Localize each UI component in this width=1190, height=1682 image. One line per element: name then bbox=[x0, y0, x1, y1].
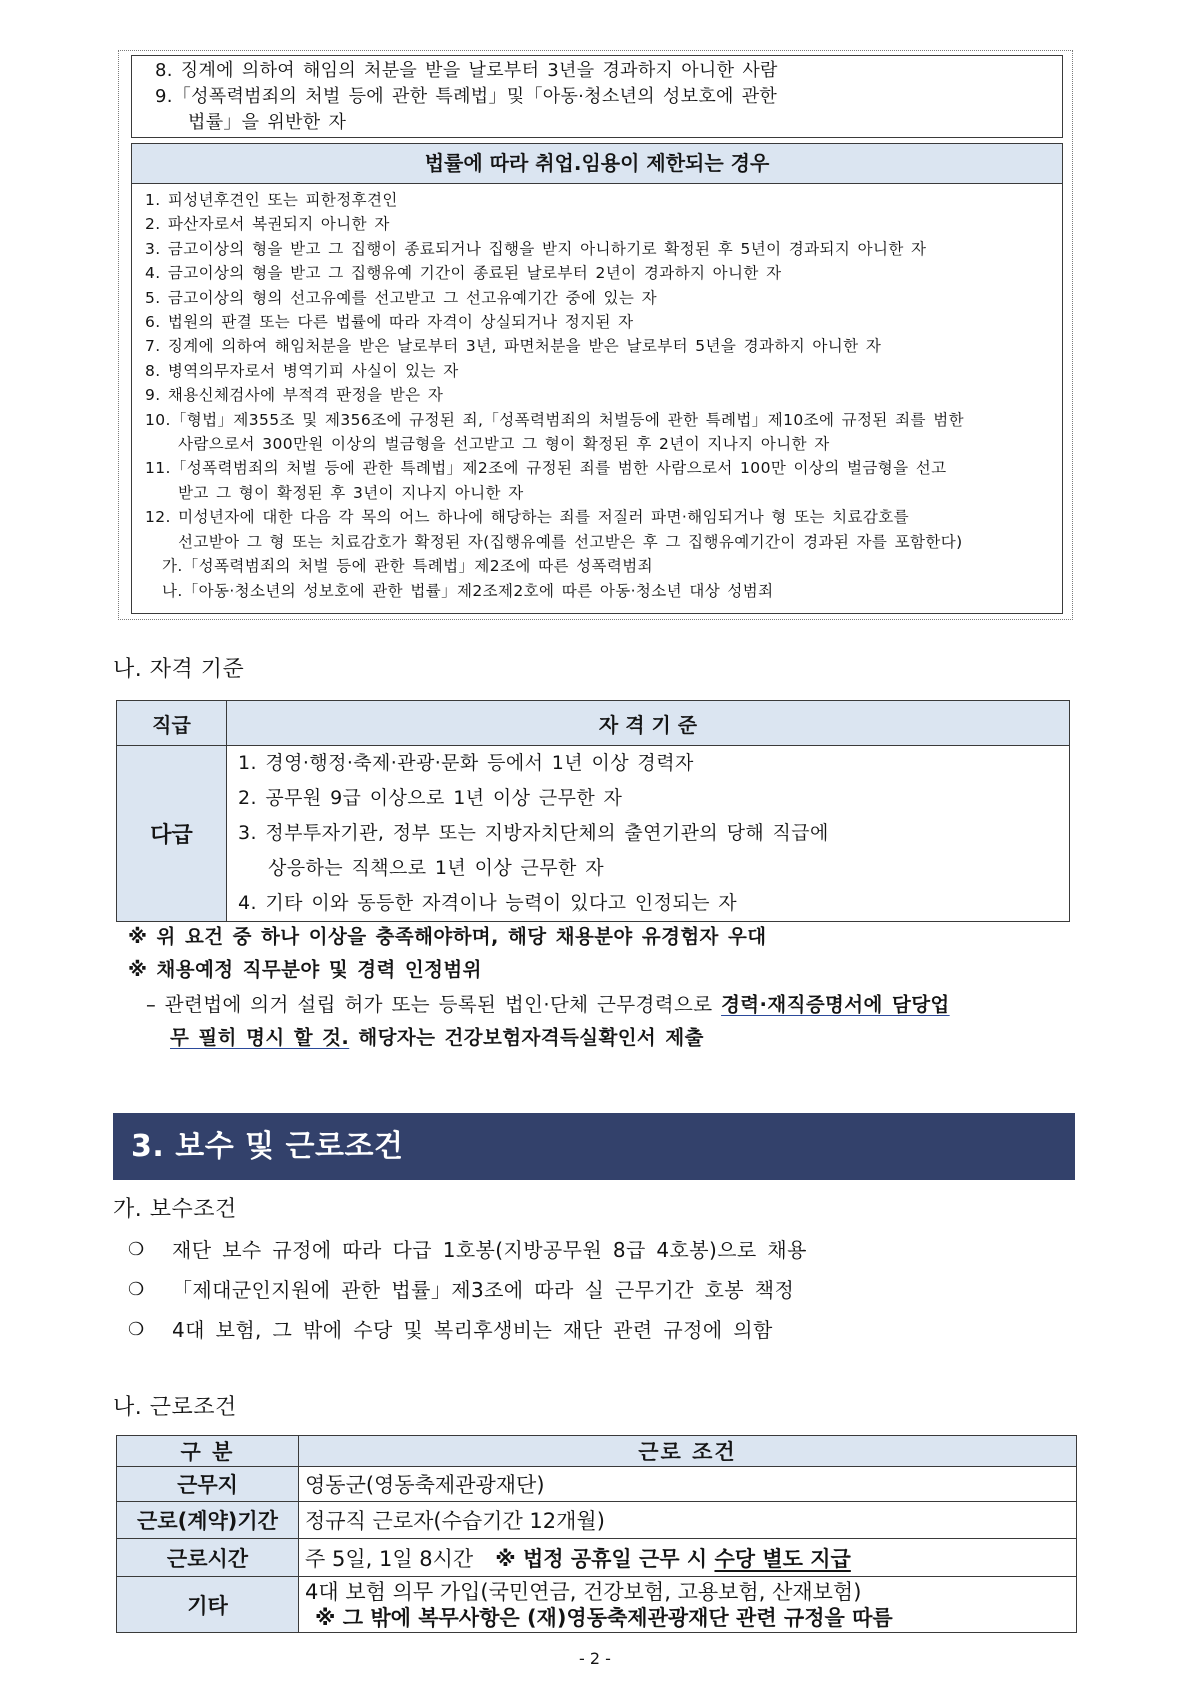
table-row bbox=[117, 746, 1070, 922]
row-value: 영동군(영동축제관광재단) bbox=[299, 1467, 1077, 1502]
career-detail-line-1 bbox=[146, 990, 950, 1020]
criteria-item: 3. 정부투자기관, 정부 또는 지방자치단체의 출연기관의 당해 직급에 bbox=[238, 822, 829, 844]
list-item-continuation: 선고받아 그 형 또는 치료감호가 확정된 자(집행유예를 선고받은 후 그 집행유예기간이 경과된 자를 포함한다) bbox=[178, 532, 963, 551]
career-detail-line-2 bbox=[170, 1023, 704, 1053]
list-item-continuation: 받고 그 형이 확정된 후 3년이 지나지 아니한 자 bbox=[178, 483, 524, 502]
restriction-section-frame bbox=[118, 50, 1073, 620]
category-column-header: 구 분 bbox=[117, 1436, 299, 1467]
circle-bullet-icon: ❍ bbox=[128, 1279, 145, 1300]
career-scope-note: ※ 채용예정 직무분야 및 경력 인정범위 bbox=[128, 958, 482, 981]
row-label: 기타 bbox=[117, 1577, 299, 1633]
pay-item bbox=[128, 1275, 1068, 1305]
pay-heading: 가. 보수조건 bbox=[113, 1197, 237, 1222]
requirement-note: ※ 위 요건 중 하나 이상을 충족해야하며, 해당 채용분야 유경험자 우대 bbox=[128, 925, 767, 948]
holiday-allowance-emphasis: 수당 별도 지급 bbox=[714, 1546, 851, 1571]
sub-list-item: 가.「성폭력범죄의 처벌 등에 관한 특례법」제2조에 따른 성폭력범죄 bbox=[162, 557, 654, 576]
career-detail-text: – 관련법에 의거 설립 허가 또는 등록된 법인·단체 근무경력으로 bbox=[146, 993, 722, 1016]
list-item: 3. 금고이상의 형을 받고 그 집행이 종료되거나 집행을 받지 아니하기로 확정된 후 5년이 경과되지 아니한 자 bbox=[145, 239, 927, 258]
holiday-note-text: ※ 법정 공휴일 근무 시 bbox=[495, 1546, 715, 1571]
table-row bbox=[117, 1577, 1077, 1633]
criteria-item: 1. 경영·행정·축제·관광·문화 등에서 1년 이상 경력자 bbox=[238, 752, 694, 774]
list-item-continuation: 사람으로서 300만원 이상의 벌금형을 선고받고 그 형이 확정된 후 2년이 지나지 아니한 자 bbox=[178, 435, 830, 454]
qualification-table bbox=[116, 700, 1070, 922]
row-value bbox=[299, 1577, 1077, 1633]
table-row bbox=[117, 1502, 1077, 1539]
work-conditions-table bbox=[116, 1435, 1077, 1633]
circle-bullet-icon: ❍ bbox=[128, 1319, 145, 1340]
pay-item bbox=[128, 1315, 1068, 1345]
row-value bbox=[299, 1539, 1077, 1577]
insurance-text: 4대 보험 의무 가입(국민연금, 건강보험, 고용보험, 산재보험) bbox=[305, 1579, 862, 1604]
list-item: 6. 법원의 판결 또는 다른 법률에 따라 자격이 상실되거나 정지된 자 bbox=[145, 313, 634, 332]
list-item: 11.「성폭력범죄의 처벌 등에 관한 특례법」제2조에 규정된 죄를 범한 사람으로서 100만 이상의 벌금형을 선고 bbox=[145, 459, 947, 478]
certificate-emphasis: 경력·재직증명서에 담당업 bbox=[721, 993, 950, 1016]
sub-list-item: 나.「아동·청소년의 성보호에 관한 법률」제2조제2호에 따른 아동·청소년 대상 성범죄 bbox=[162, 581, 774, 600]
insurance-certificate-text: 해당자는 건강보험자격득실확인서 제출 bbox=[349, 1026, 704, 1049]
criteria-column-header: 자 격 기 준 bbox=[227, 701, 1070, 746]
list-item: 4. 금고이상의 형을 받고 그 집행유예 기간이 종료된 날로부터 2년이 경과하지 아니한 자 bbox=[145, 264, 782, 283]
table-header-row bbox=[117, 1436, 1077, 1467]
criteria-cell bbox=[227, 746, 1070, 922]
work-conditions-table-wrapper bbox=[116, 1435, 1077, 1633]
working-hours-text: 주 5일, 1일 8시간 bbox=[305, 1546, 474, 1571]
list-item-continuation: 법률」을 위반한 자 bbox=[188, 112, 347, 133]
criteria-item: 2. 공무원 9급 이상으로 1년 이상 근무한 자 bbox=[238, 787, 623, 809]
grade-cell: 다급 bbox=[117, 746, 227, 922]
condition-column-header: 근로 조건 bbox=[299, 1436, 1077, 1467]
list-item: 2. 파산자로서 복권되지 아니한 자 bbox=[145, 215, 390, 234]
circle-bullet-icon: ❍ bbox=[128, 1239, 145, 1260]
list-item: 8. 징계에 의하여 해임의 처분을 받을 날로부터 3년을 경과하지 아니한 사람 bbox=[155, 60, 778, 81]
certificate-emphasis: 무 필히 명시 할 것. bbox=[170, 1026, 350, 1049]
pay-item-text: 재단 보수 규정에 따라 다급 1호봉(지방공무원 8급 4호봉)으로 채용 bbox=[172, 1238, 807, 1262]
pay-item-text: 「제대군인지원에 관한 법률」제3조에 따라 실 근무기간 호봉 책정 bbox=[172, 1278, 795, 1302]
list-item: 5. 금고이상의 형의 선고유예를 선고받고 그 선고유예기간 중에 있는 자 bbox=[145, 288, 657, 307]
pay-item bbox=[128, 1235, 1068, 1265]
list-item: 9. 채용신체검사에 부적격 판정을 받은 자 bbox=[145, 386, 444, 405]
grade-column-header: 직급 bbox=[117, 701, 227, 746]
row-value: 정규직 근로자(수습기간 12개월) bbox=[299, 1502, 1077, 1539]
row-label: 근무지 bbox=[117, 1467, 299, 1502]
list-item: 12. 미성년자에 대한 다음 각 목의 어느 하나에 해당하는 죄를 저질러 파면·해임되거나 형 또는 치료감호를 bbox=[145, 508, 910, 527]
section-banner: 3. 보수 및 근로조건 bbox=[113, 1113, 1075, 1180]
list-item: 1. 피성년후견인 또는 피한정후견인 bbox=[145, 191, 398, 209]
table-header-row bbox=[117, 701, 1070, 746]
page-number: - 2 - bbox=[579, 1649, 611, 1668]
list-item: 10.「형법」제355조 및 제356조에 규정된 죄,「성폭력범죄의 처벌등에 관한 특례법」제10조에 규정된 죄를 범한 bbox=[145, 410, 964, 429]
list-item: 8. 병역의무자로서 병역기피 사실이 있는 자 bbox=[145, 361, 459, 380]
row-label: 근로(계약)기간 bbox=[117, 1502, 299, 1539]
table-row bbox=[117, 1467, 1077, 1502]
row-label: 근로시간 bbox=[117, 1539, 299, 1577]
table-row bbox=[117, 1539, 1077, 1577]
continued-disqualification-list bbox=[131, 55, 1063, 138]
employment-restriction-list bbox=[131, 183, 1063, 614]
pay-item-text: 4대 보험, 그 밖에 수당 및 복리후생비는 재단 관련 규정에 의함 bbox=[172, 1318, 773, 1342]
qualification-table-wrapper bbox=[116, 700, 1070, 922]
criteria-item-continuation: 상응하는 직책으로 1년 이상 근무한 자 bbox=[268, 857, 604, 879]
work-conditions-heading: 나. 근로조건 bbox=[113, 1395, 237, 1420]
employment-restriction-heading: 법률에 따라 취업.임용이 제한되는 경우 bbox=[131, 143, 1063, 184]
criteria-item: 4. 기타 이와 동등한 자격이나 능력이 있다고 인정되는 자 bbox=[238, 892, 738, 914]
service-rules-note: ※ 그 밖에 복무사항은 (재)영동축제관광재단 관련 규정을 따름 bbox=[315, 1605, 893, 1630]
qualification-heading: 나. 자격 기준 bbox=[113, 657, 245, 682]
list-item: 7. 징계에 의하여 해임처분을 받은 날로부터 3년, 파면처분을 받은 날로부터 5년을 경과하지 아니한 자 bbox=[145, 337, 882, 356]
list-item: 9.「성폭력범죄의 처벌 등에 관한 특례법」및「아동·청소년의 성보호에 관한 bbox=[155, 86, 778, 107]
